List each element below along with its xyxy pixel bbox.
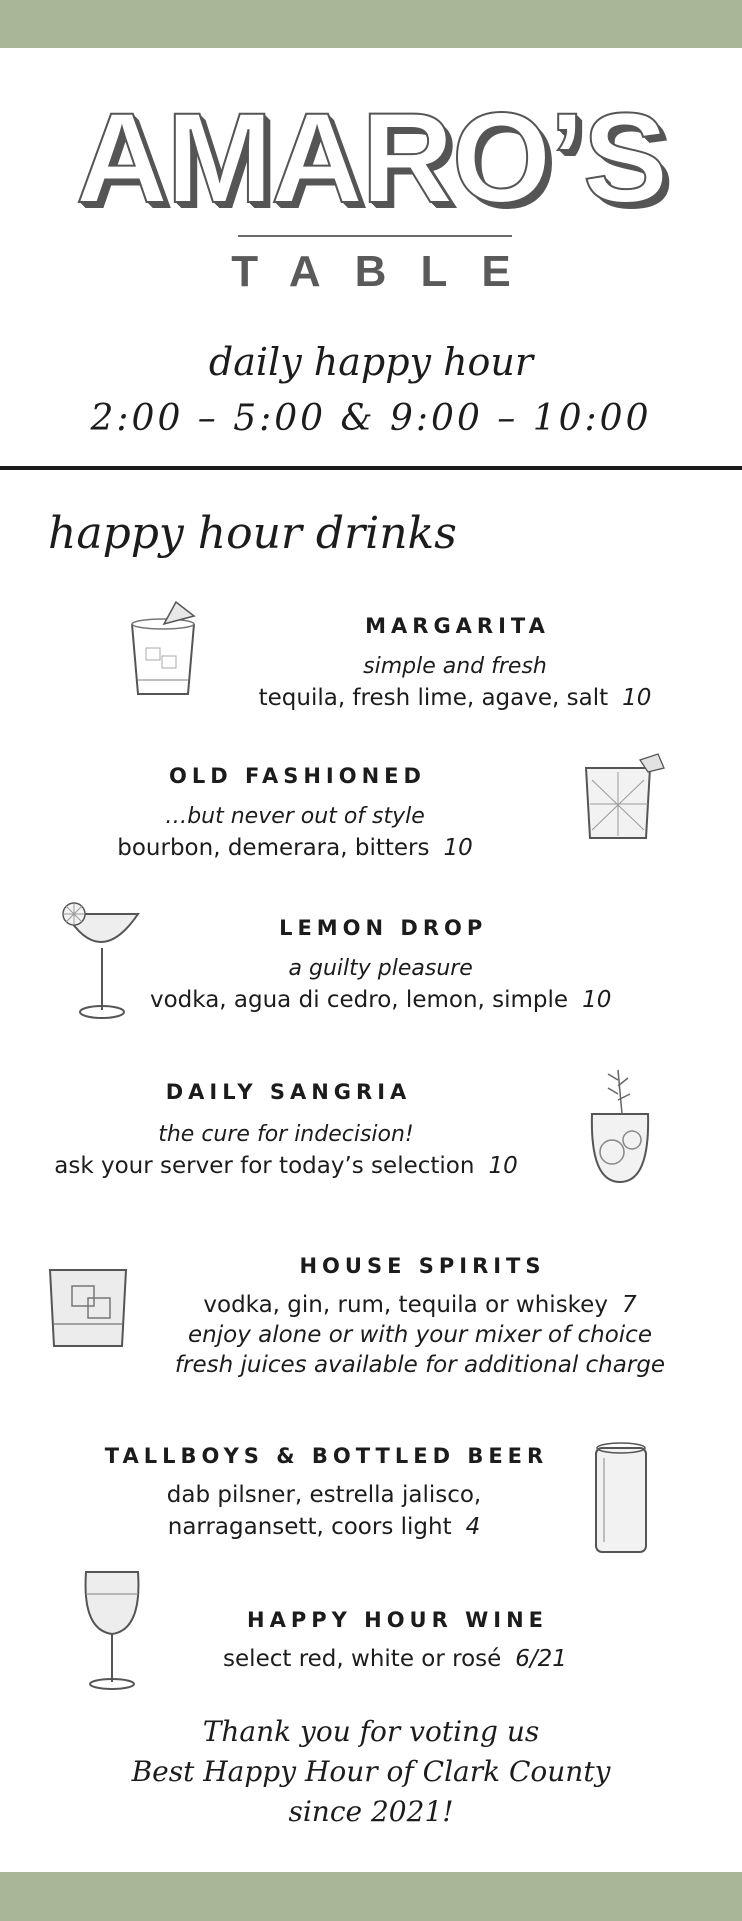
section-divider: [0, 466, 742, 470]
drink-tagline: …but never out of style: [165, 804, 425, 829]
drink-old-fashioned: [80, 764, 510, 861]
margarita-glass-icon: [124, 598, 204, 702]
drink-name: OLD FASHIONED: [169, 764, 426, 788]
drink-lemon-drop: [150, 916, 611, 1013]
drink-ingredients: vodka, agua di cedro, lemon, simple 10: [150, 987, 612, 1013]
drink-name: TALLBOYS & BOTTLED BEER: [104, 1444, 549, 1468]
drink-margarita: [230, 614, 680, 711]
logo-subtitle: TABLE: [231, 247, 545, 296]
coupe-glass-icon: [56, 900, 146, 1024]
drink-daily-sangria: [36, 1080, 536, 1179]
drink-ingredients: select red, white or rosé 6/21: [223, 1646, 567, 1672]
footer-message: [0, 1712, 742, 1832]
sangria-glass-icon: [578, 1066, 662, 1190]
rocks-glass-icon: [578, 750, 670, 846]
drink-note: fresh juices available for additional charge: [174, 1352, 666, 1378]
footer-line: Best Happy Hour of Clark County: [131, 1755, 611, 1788]
drink-beer: [84, 1444, 564, 1540]
drink-house-spirits: [150, 1254, 690, 1378]
drink-price: 6/21: [515, 1646, 567, 1672]
drink-ingredients: bourbon, demerara, bitters 10: [117, 835, 473, 861]
drink-tagline: simple and fresh: [363, 654, 547, 679]
drink-ingredients: tequila, fresh lime, agave, salt 10: [258, 685, 652, 711]
whiskey-glass-icon: [46, 1262, 132, 1354]
drink-name: MARGARITA: [365, 614, 550, 638]
logo-name: AMARO’S: [75, 87, 667, 230]
drink-name: DAILY SANGRIA: [165, 1080, 412, 1104]
drink-name: LEMON DROP: [279, 916, 488, 940]
drink-tagline: a guilty pleasure: [288, 956, 473, 981]
drink-ingredients: ask your server for today’s selection 10: [54, 1153, 518, 1179]
drink-price: 4: [465, 1514, 481, 1540]
happy-hour-times: 2:00 – 5:00 & 9:00 – 10:00: [90, 398, 652, 439]
footer-line: Thank you for voting us: [202, 1715, 540, 1748]
drink-beer-list: dab pilsner, estrella jalisco,: [166, 1482, 482, 1508]
drink-price: 10: [443, 835, 473, 861]
drink-beer-list: narragansett, coors light 4: [167, 1514, 481, 1540]
happy-hour-title: daily happy hour: [208, 340, 534, 384]
drink-happy-hour-wine: [180, 1608, 610, 1672]
drink-name: HOUSE SPIRITS: [299, 1254, 546, 1278]
footer-line: since 2021!: [288, 1795, 454, 1828]
wine-glass-icon: [78, 1566, 148, 1696]
drink-note: enjoy alone or with your mixer of choice: [188, 1322, 652, 1348]
drink-spirits-list: vodka, gin, rum, tequila or whiskey 7: [203, 1292, 637, 1318]
drink-price: 7: [621, 1292, 637, 1318]
top-band: [0, 0, 742, 48]
bottom-band: [0, 1872, 742, 1921]
section-title: happy hour drinks: [48, 508, 457, 559]
drink-price: 10: [622, 685, 652, 711]
drink-tagline: the cure for indecision!: [158, 1122, 414, 1147]
logo: [0, 87, 742, 305]
logo-rule: [238, 235, 512, 237]
drink-name: HAPPY HOUR WINE: [247, 1608, 548, 1632]
drink-price: 10: [488, 1153, 518, 1179]
drink-price: 10: [582, 987, 612, 1013]
beer-can-icon: [590, 1438, 654, 1558]
